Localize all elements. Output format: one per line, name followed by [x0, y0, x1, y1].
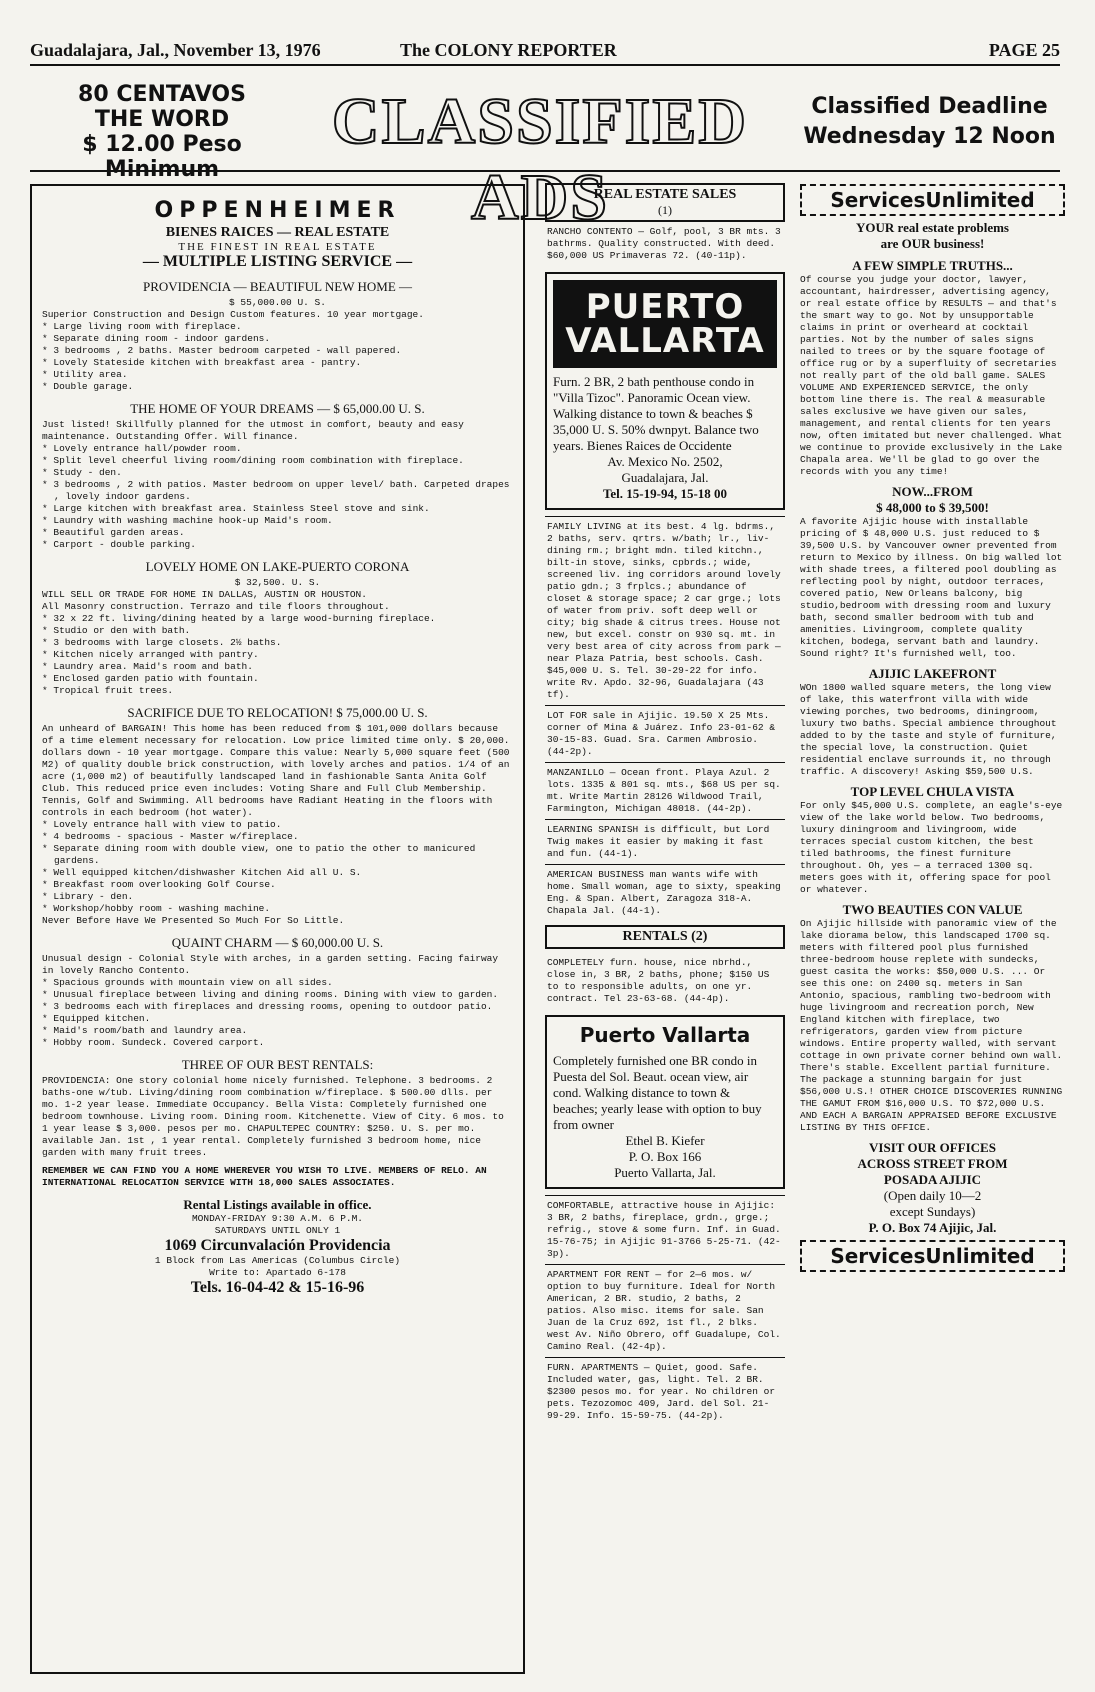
list-item: * Large living room with fireplace.: [42, 321, 513, 333]
ad-american-business: AMERICAN BUSINESS man wants wife with home. Small woman, age to sixty, speaking Eng. & Span. Albert, Zaragoza 318-A. Chapala Jal. (44-1).: [545, 864, 785, 921]
two-beauties-body: On Ajijic hillside with panoramic view of the lake diorama below, this landscaped 1700 sq. meters with filtered pool plus furnished three-bedroom house replete with sundecks, guest casita the works: $50,000 U.S. ... Or see this one: on 2400 sq. meters in San Antonio, spacious, rambling two-bedroom with huge livingroom and recreation porch, New England kitchen with fireplace, two refrigerators, garden view from picture windows. Entire property walled, with servant cottage in own private corner behind own wall. There's stable. Excellent partial furniture. The package a stunning bargain for just $56,000 U.S.! OTHER CHOICE DISCOVERIES RUNNING THE GAMUT FROM $16,000 U.S. TO $72,000 U.S. AND EACH A BARGAIN APPRAISED BEFORE EXCLUSIVE LISTING BY THIS OFFICE.: [800, 918, 1063, 1133]
list-item: * Kitchen nicely arranged with pantry.: [42, 649, 513, 661]
listing-2-title: THE HOME OF YOUR DREAMS — $ 65,000.00 U. S.: [130, 401, 425, 416]
rentals-title: THREE OF OUR BEST RENTALS:: [181, 1057, 374, 1072]
real-estate-sales-title: REAL ESTATE SALES: [593, 187, 737, 202]
real-estate-sales-header: [545, 183, 785, 222]
ad-learning-spanish: LEARNING SPANISH is difficult, but Lord Twig makes it easier by making it fast and fun. (44-1).: [545, 819, 785, 864]
visit-line-3: POSADA AJIJIC: [883, 1172, 982, 1187]
services-unlimited-footer: ServicesUnlimited: [800, 1240, 1065, 1272]
puerto-vallarta-phone: Tel. 15-19-94, 15-18 00: [602, 486, 728, 501]
real-estate-sales-count: (1): [658, 203, 672, 217]
rentals-text: PROVIDENCIA: One story colonial home nicely furnished. Telephone. 3 bedrooms. 2 baths-one w/tub. Living/dining room combination w/fireplace. $ 500.00 dlls. per mo. 1-2 year lease. Immediate Occupancy. Bella Vista: Completely furnished one bedroom townhouse. Living room. Dining room. Kitchenette. View of City. 6 mos. to 1 year lease $ 3,000. pesos per mo. CHAPULTEPEC COUNTRY: $250. U. S. per mo. available Jan. 1st , 1 year rental. Completely furnished 3 bedroom home, nice garden with many fruit trees.: [42, 1075, 504, 1158]
real-estate-column: [545, 183, 785, 1675]
masthead-page: PAGE 25: [988, 40, 1060, 60]
list-item: * 3 bedrooms with large closets. 2½ baths.: [42, 637, 513, 649]
pv-rental-box: P. O. Box 166: [628, 1149, 702, 1164]
listing-2-features: [42, 443, 513, 551]
list-item: * Lovely entrance hall with view to patio.: [42, 819, 513, 831]
pv-rental-description: Completely furnished one BR condo in Puesta del Sol. Beaut. ocean view, air cond. Walking distance to town & beaches; yearly lease with option to buy from owner: [553, 1053, 762, 1132]
listing-4-intro: An unheard of BARGAIN! This home has been reduced from $ 101,000 dollars because of a time element necessary for relocation. Low price limited time only. $ 20,000. dollars down - 10 year mortgage. Compare this value: Nearly 5,000 square feet (500 M2) of quality double brick construction, with lovely arches and patios. 1/4 of an acre (1,000 m2) of beautifully landscaped land in fashionable Santa Anita Golf Club. This reduced price even includes: Voting Share and Full Club Membership. Tennis, Golf and Swimming. All bedrooms have Radiant Heating in the floors with controls in each bedroom (hot water).: [42, 723, 510, 818]
masthead: [30, 40, 1060, 60]
agency-name: OPPENHEIMER: [154, 198, 401, 223]
list-item: * Unusual fireplace between living and dining rooms. Dining with view to garden.: [42, 989, 513, 1001]
listing-4-outro: Never Before Have We Presented So Much For So Little.: [42, 915, 345, 926]
puerto-vallarta-address-1: Av. Mexico No. 2502,: [607, 454, 723, 469]
address-directions: 1 Block from Las Americas (Columbus Circle): [154, 1255, 401, 1266]
listing-1-intro: Superior Construction and Design Custom features. 10 year mortgage.: [42, 309, 424, 320]
ad-family-living: FAMILY LIVING at its best. 4 lg. bdrms., 2 baths, serv. qrtrs. w/bath; lr., liv-dining rm.; bright mdn. tiled kitchn., bilt-in stove, sinks, cpbrds.; wide, screened liv. ing corridors around lovely patio gdn.; 3 frplcs.; abundance of closet & storage space; 2 car grge.; lots of water from priv. soft deep well or city; big shade & citrus trees. House not new, but excel. constr on 930 sq. mt. in very best area of city across from park — near Plaza Patria, best schools. Cash. $45,000 U. S. Tel. 30-29-22 for info. write Rv. Apdo. 32-96, Guadalajara (43 tf).: [545, 516, 785, 705]
chula-vista-body: For only $45,000 U.S. complete, an eagle's-eye view of the lake world below. Two bedrooms, luxury diningroom and livingroom, wide terraces special custom kitchen, the best tiled bathrooms, the finest furniture throughout. Oh, yes — a terraced 1300 sq. meters goes with it, offering space for pool or whatever.: [800, 800, 1063, 895]
list-item: * Equipped kitchen.: [42, 1013, 513, 1025]
masthead-paper: The COLONY REPORTER: [400, 40, 617, 60]
visit-line-5: except Sundays): [889, 1204, 976, 1219]
listing-5-title: QUAINT CHARM — $ 60,000.00 U. S.: [171, 935, 384, 950]
list-item: * Double garage.: [42, 381, 513, 393]
list-item: * Hobby room. Sundeck. Covered carport.: [42, 1037, 513, 1049]
few-simple-truths-body: Of course you judge your doctor, lawyer, accountant, hairdresser, advertising agency, or real estate office by RESULTS — and that's the smart way to go. Not by unsupportable claims in print or overheard at cocktail parties. Not by the number of sales signs nailed to trees or by the square footage of office rug or by a superfluity of secretaries not really part of the old ball game. SALES VOLUME AND EXPERIENCED SERVICE, the only bottom line there is. The real & measurable sales exclusive we have given our sales, management, and rental clients for ten years now, often imitated but never challenged. What we continue to provide exclusively in the Lake Chapala area. We'll be glad to go over the records with you any time!: [800, 274, 1063, 477]
list-item: * Tropical fruit trees.: [42, 685, 513, 697]
pv-rental-title: Puerto Vallarta: [579, 1023, 751, 1047]
ad-apartment-for-rent: APARTMENT FOR RENT — for 2—6 mos. w/ option to buy furniture. Ideal for North American, 2 BR. studio, 2 baths, 2 patios. Also misc. items for sale. San Juan de la Cruz 692, 1st fl., 2 blks. west Av. Niño Obrero, off Guadalupe, Col. Camino Real. (42-4p).: [545, 1264, 785, 1357]
list-item: * Separate dining room - indoor gardens.: [42, 333, 513, 345]
promo-line-1: 80 CENTAVOS: [78, 82, 246, 107]
ad-furnished-apartments: FURN. APARTMENTS — Quiet, good. Safe. Included water, gas, light. Tel. 2 BR. $2300 pesos mo. for year. No children or pets. Tezozomoc 409, Jard. del Sol. 21-99-29. Info. 15-59-75. (44-2p).: [545, 1357, 785, 1426]
list-item: * Carport - double parking.: [42, 539, 513, 551]
list-item: * Split level cheerful living room/dining room combination with fireplace.: [42, 455, 513, 467]
listing-3-intro-2: All Masonry construction. Terrazo and tile floors throughout.: [42, 601, 390, 612]
listing-2-intro: Just listed! Skillfully planned for the utmost in comfort, beauty and easy maintenance. Outstanding Offer. Will finance.: [42, 419, 464, 442]
agency-tagline-3: — MULTIPLE LISTING SERVICE —: [142, 253, 413, 270]
list-item: * Lovely entrance hall/powder room.: [42, 443, 513, 455]
list-item: * 32 x 22 ft. living/dining heated by a large wood-burning fireplace.: [42, 613, 513, 625]
office-phones: Tels. 16-04-42 & 15-16-96: [190, 1279, 365, 1296]
agency-tagline-2: THE FINEST IN REAL ESTATE: [178, 241, 377, 253]
listing-4-features: [42, 819, 513, 915]
services-unlimited-title: ServicesUnlimited: [800, 184, 1065, 216]
listing-5-intro: Unusual design - Colonial Style with arches, in a garden setting. Facing fairway in lovely Rancho Contento.: [42, 953, 499, 976]
list-item: * 3 bedrooms , 2 with patios. Master bedroom on upper level/ bath. Carpeted drapes , lovely indoor gardens.: [42, 479, 513, 503]
list-item: * Well equipped kitchen/dishwasher Kitchen Aid all U. S.: [42, 867, 513, 879]
list-item: * Library - den.: [42, 891, 513, 903]
office-hours-saturday: SATURDAYS UNTIL ONLY 1: [214, 1225, 341, 1236]
chula-vista-head: TOP LEVEL CHULA VISTA: [850, 784, 1015, 799]
list-item: * Breakfast room overlooking Golf Course.: [42, 879, 513, 891]
list-item: * 3 bedrooms each with fireplaces and dressing rooms, opening to outdoor patio.: [42, 1001, 513, 1013]
listing-1-features: [42, 321, 513, 393]
now-from-body: A favorite Ajijic house with installable pricing of $ 48,000 U.S. just reduced to $ 39,500 U.S. by Vancouver owner prevented from return to Mexico by illness. On big walled lot with shade trees, a filtered pool doubling as reflecting pool by night, outdoor terraces, covered patio, New Orleans balcony, big studio,bedroom with dressing room and luxury bath, second smaller bedroom with tub and amenities. Livingroom, complete quality kitchen, bodega, servant bath and laundry. Sound right? It's furnished well, too.: [800, 516, 1063, 659]
few-simple-truths-head: A FEW SIMPLE TRUTHS...: [852, 258, 1013, 273]
listing-1-price: $ 55,000.00 U. S.: [229, 297, 326, 308]
postal-address: Write to: Apartado 6-178: [209, 1267, 346, 1278]
rental-listings-note: Rental Listings available in office.: [183, 1197, 372, 1212]
now-from-head: NOW...FROM: [892, 484, 973, 499]
ad-completely-furnished: COMPLETELY furn. house, nice nbrhd., close in, 3 BR, 2 baths, phone; $150 US to to responsible adults, on one yr. contract. Tel 23-63-68. (44-4p).: [547, 957, 770, 1004]
masthead-date: Guadalajara, Jal., November 13, 1976: [30, 40, 321, 60]
ad-rancho-contento: RANCHO CONTENTO — Golf, pool, 3 BR mts. 3 bathrms. Quality constructed. With deed. $60,000 US Primaveras 72. (40-11p).: [547, 226, 781, 261]
list-item: * Study - den.: [42, 467, 513, 479]
promo-line-3: $ 12.00 Peso Minimum: [82, 132, 242, 182]
visit-line-4: (Open daily 10—2: [883, 1188, 982, 1203]
office-hours-weekday: MONDAY-FRIDAY 9:30 A.M. 6 P.M.: [191, 1213, 364, 1224]
rentals-header: RENTALS (2): [545, 925, 785, 949]
list-item: * Maid's room/bath and laundry area.: [42, 1025, 513, 1037]
puerto-vallarta-description: Furn. 2 BR, 2 bath penthouse condo in "Villa Tizoc". Panoramic Ocean view. Walking distance to town & beaches $ 35,000 U. S. 50% dwnpyt. Balance two years. Bienes Raices de Occidente: [553, 374, 759, 453]
agency-tagline-1: BIENES RAICES — REAL ESTATE: [165, 225, 390, 240]
list-item: * Workshop/hobby room - washing machine.: [42, 903, 513, 915]
relocation-text: REMEMBER WE CAN FIND YOU A HOME WHEREVER YOU WISH TO LIVE. MEMBERS OF RELO. AN INTERNATIONAL RELOCATION SERVICE WITH 18,000 SALES ASSOCIATES.: [42, 1165, 487, 1188]
services-tagline-1: YOUR real estate problems: [856, 220, 1009, 235]
deadline-line-2: Wednesday 12 Noon: [803, 124, 1056, 149]
listing-3-features: [42, 613, 513, 697]
puerto-vallarta-rental-ad: [545, 1015, 785, 1189]
pv-rental-city: Puerto Vallarta, Jal.: [614, 1165, 716, 1180]
puerto-vallarta-address-2: Guadalajara, Jal.: [621, 470, 709, 485]
visit-line-6: P. O. Box 74 Ajijic, Jal.: [868, 1220, 997, 1235]
listing-5-features: [42, 977, 513, 1049]
list-item: * Lovely Stateside kitchen with breakfast area - pantry.: [42, 357, 513, 369]
list-item: * Laundry with washing machine hook-up Maid's room.: [42, 515, 513, 527]
list-item: * Spacious grounds with mountain view on all sides.: [42, 977, 513, 989]
list-item: * Utility area.: [42, 369, 513, 381]
lakefront-head: AJIJIC LAKEFRONT: [868, 666, 997, 681]
two-beauties-head: TWO BEAUTIES CON VALUE: [842, 902, 1023, 917]
pv-rental-owner: Ethel B. Kiefer: [625, 1133, 705, 1148]
services-tagline-2: are OUR business!: [880, 236, 985, 251]
services-unlimited-ad: [800, 184, 1065, 1674]
oppenheimer-ad: [30, 184, 525, 1674]
ad-lot-ajijic: LOT FOR sale in Ajijic. 19.50 X 25 Mts. corner of Mina & Juárez. Info 23-01-62 & 30-15-83. Guad. Sra. Carmen Ambrosio. (44-2p).: [545, 705, 785, 762]
puerto-vallarta-sale-ad: [545, 272, 785, 510]
list-item: * Laundry area. Maid's room and bath.: [42, 661, 513, 673]
deadline-notice: [787, 92, 1072, 152]
deadline-line-1: Classified Deadline: [811, 94, 1048, 119]
puerto-vallarta-logo: PUERTO VALLARTA: [553, 280, 777, 368]
listing-3-price: $ 32,500. U. S.: [234, 577, 321, 588]
top-rule: [30, 64, 1060, 66]
list-item: * Separate dining room with double view, one to patio the other to manicured gardens.: [42, 843, 513, 867]
listing-4-title: SACRIFICE DUE TO RELOCATION! $ 75,000.00 U. S.: [127, 705, 428, 720]
lakefront-body: WOn 1800 walled square meters, the long view of lake, this waterfront villa with wide viewing porches, two bedrooms, diningroom, luxury two baths. Special ambience throughout added to by the taste and style of furniture, the special love, la construction. Quiet residential enclave surrounds it, no through traffic. A discovery! Asking $59,500 U.S.: [800, 682, 1057, 777]
listing-3-intro: WILL SELL OR TRADE FOR HOME IN DALLAS, AUSTIN OR HOUSTON.: [42, 589, 367, 600]
list-item: * Studio or den with bath.: [42, 625, 513, 637]
list-item: * Beautiful garden areas.: [42, 527, 513, 539]
list-item: * 3 bedrooms , 2 baths. Master bedroom carpeted - wall papered.: [42, 345, 513, 357]
listing-3-title: LOVELY HOME ON LAKE-PUERTO CORONA: [145, 559, 410, 574]
promo-line-2: THE WORD: [94, 107, 230, 132]
visit-line-2: ACROSS STREET FROM: [857, 1156, 1008, 1171]
header-rule: [30, 170, 1060, 172]
ad-manzanillo: MANZANILLO — Ocean front. Playa Azul. 2 lots. 1335 & 801 sq. mts., $68 US per sq. mt. Write Martin 28126 Wildwood Trail, Farmington, Michigan 48018. (44-2p).: [545, 762, 785, 819]
listing-1-title: PROVIDENCIA — BEAUTIFUL NEW HOME —: [142, 279, 413, 294]
list-item: * Enclosed garden patio with fountain.: [42, 673, 513, 685]
list-item: * Large kitchen with breakfast area. Stainless Steel stove and sink.: [42, 503, 513, 515]
list-item: * 4 bedrooms - spacious - Master w/fireplace.: [42, 831, 513, 843]
price-promo: [32, 82, 292, 182]
visit-line-1: VISIT OUR OFFICES: [869, 1140, 996, 1155]
ad-comfortable-house: COMFORTABLE, attractive house in Ajijic: 3 BR, 2 baths, fireplace, grdn., grge.; refrig., stove & some furn. Inf. in Guad. 15-76-75; in Ajijic 91-3766 5-25-71. (42-3p).: [545, 1195, 785, 1264]
office-address: 1069 Circunvalación Providencia: [164, 1237, 391, 1254]
section-title: CLASSIFIED ADS: [331, 85, 749, 234]
now-from-price: $ 48,000 to $ 39,500!: [876, 500, 989, 515]
